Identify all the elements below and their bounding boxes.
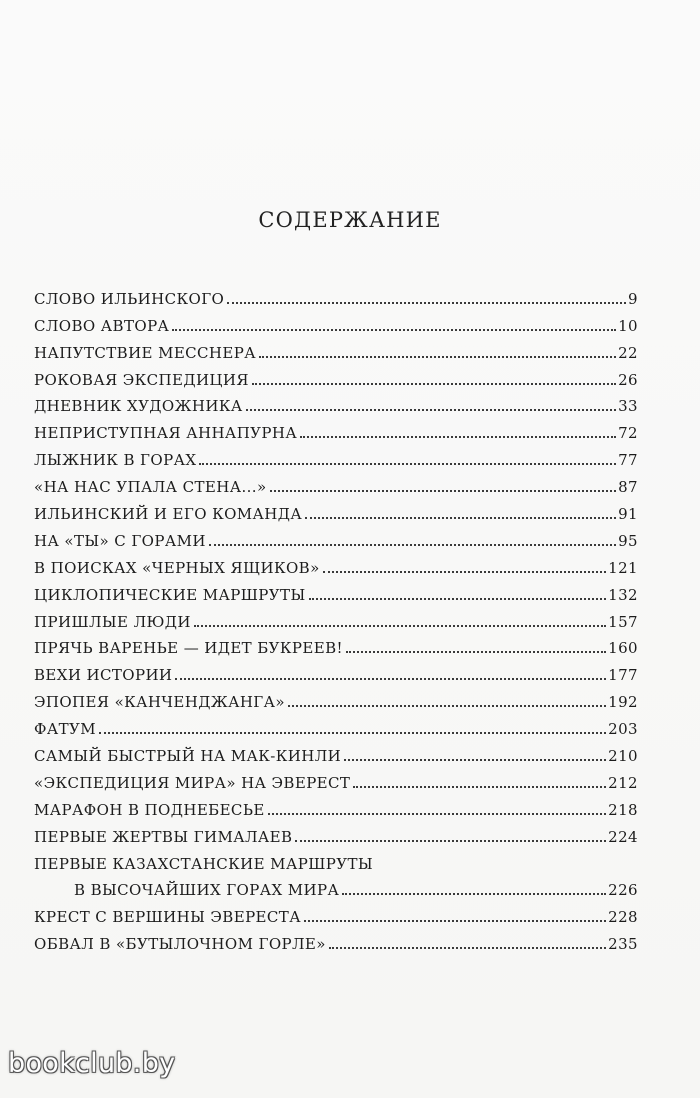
toc-entry bbox=[34, 388, 638, 415]
toc-entry-title: ЦИКЛОПИЧЕСКИЕ МАРШРУТЫ bbox=[34, 585, 306, 604]
toc-page-number: 228 bbox=[608, 908, 638, 927]
dot-leader bbox=[288, 705, 606, 707]
toc-entry-title: ВЕХИ ИСТОРИИ bbox=[34, 666, 173, 685]
toc-entry-title: ЭПОПЕЯ «КАНЧЕНДЖАНГА» bbox=[34, 693, 285, 712]
toc-entry-title: САМЫЙ БЫСТРЫЙ НА МАК-КИНЛИ bbox=[34, 747, 342, 766]
toc-entry bbox=[34, 603, 638, 630]
toc-entry bbox=[34, 414, 638, 441]
toc-entry bbox=[34, 334, 638, 361]
dot-leader bbox=[246, 409, 617, 411]
dot-leader bbox=[329, 947, 606, 949]
toc-entry-title: ОБВАЛ В «БУТЫЛОЧНОМ ГОРЛЕ» bbox=[34, 935, 326, 954]
toc-entry bbox=[34, 656, 638, 683]
toc-entry bbox=[34, 710, 638, 737]
toc-page-number: 72 bbox=[618, 424, 638, 443]
toc-entry-title: ПЕРВЫЕ ЖЕРТВЫ ГИМАЛАЕВ bbox=[34, 827, 293, 846]
toc-entry-title: СЛОВО ИЛЬИНСКОГО bbox=[34, 289, 225, 308]
dot-leader bbox=[175, 678, 606, 680]
toc-page-number: 212 bbox=[608, 773, 638, 792]
toc-entry bbox=[34, 280, 638, 307]
dot-leader bbox=[323, 571, 606, 573]
toc-page-number: 224 bbox=[608, 827, 638, 846]
toc-entry-title: КРЕСТ С ВЕРШИНЫ ЭВЕРЕСТА bbox=[34, 908, 301, 927]
toc-page-number: 9 bbox=[628, 289, 638, 308]
toc-page-number: 91 bbox=[618, 505, 638, 524]
dot-leader bbox=[353, 786, 606, 788]
toc-entry bbox=[34, 307, 638, 334]
dot-leader bbox=[346, 651, 606, 653]
dot-leader bbox=[268, 813, 606, 815]
dot-leader bbox=[199, 463, 616, 465]
dot-leader bbox=[227, 302, 626, 304]
toc-entry-title-continuation: В ВЫСОЧАЙШИХ ГОРАХ МИРА bbox=[74, 881, 340, 900]
watermark: bookclub.by bbox=[8, 1048, 176, 1079]
toc-entry bbox=[34, 495, 638, 522]
table-of-contents bbox=[34, 280, 638, 952]
toc-entry-title: ДНЕВНИК ХУДОЖНИКА bbox=[34, 397, 243, 416]
dot-leader bbox=[295, 840, 606, 842]
toc-entry-title: НЕПРИСТУПНАЯ АННАПУРНА bbox=[34, 424, 298, 443]
dot-leader bbox=[344, 759, 606, 761]
toc-page-number: 95 bbox=[618, 531, 638, 550]
toc-entry-title: В ПОИСКАХ «ЧЕРНЫХ ЯЩИКОВ» bbox=[34, 558, 320, 577]
toc-page-number: 210 bbox=[608, 747, 638, 766]
toc-page-number: 177 bbox=[608, 666, 638, 685]
toc-entry-title: ЛЫЖНИК В ГОРАХ bbox=[34, 451, 197, 470]
toc-entry bbox=[34, 737, 638, 764]
toc-page-number: 22 bbox=[618, 343, 638, 362]
dot-leader bbox=[252, 383, 616, 385]
toc-entry-title: ПЕРВЫЕ КАЗАХСТАНСКИЕ МАРШРУТЫ bbox=[34, 854, 374, 873]
dot-leader bbox=[194, 625, 606, 627]
toc-page-number: 157 bbox=[608, 612, 638, 631]
dot-leader bbox=[259, 356, 616, 358]
toc-entry-title: «ЭКСПЕДИЦИЯ МИРА» НА ЭВЕРЕСТ bbox=[34, 773, 351, 792]
toc-page-number: 87 bbox=[618, 478, 638, 497]
toc-page-number: 226 bbox=[608, 881, 638, 900]
toc-page-number: 160 bbox=[608, 639, 638, 658]
toc-entry-title: МАРАФОН В ПОДНЕБЕСЬЕ bbox=[34, 800, 265, 819]
toc-entry-title: НА «ТЫ» С ГОРАМИ bbox=[34, 531, 206, 550]
toc-entry bbox=[34, 925, 638, 952]
toc-entry bbox=[34, 791, 638, 818]
toc-page-number: 132 bbox=[608, 585, 638, 604]
dot-leader bbox=[342, 893, 606, 895]
dot-leader bbox=[209, 544, 616, 546]
toc-page-number: 33 bbox=[618, 397, 638, 416]
toc-entry bbox=[34, 630, 638, 657]
toc-entry bbox=[34, 764, 638, 791]
toc-entry-title: «НА НАС УПАЛА СТЕНА...» bbox=[34, 478, 267, 497]
toc-entry bbox=[34, 898, 638, 925]
toc-entry-title: ПРИШЛЫЕ ЛЮДИ bbox=[34, 612, 191, 631]
toc-page-number: 218 bbox=[608, 800, 638, 819]
toc-entry bbox=[34, 549, 638, 576]
dot-leader bbox=[99, 732, 606, 734]
toc-page-number: 26 bbox=[618, 370, 638, 389]
toc-page-number: 77 bbox=[618, 451, 638, 470]
toc-entry bbox=[34, 522, 638, 549]
toc-page-number: 192 bbox=[608, 693, 638, 712]
toc-entry bbox=[34, 441, 638, 468]
toc-entry-first-line bbox=[34, 845, 638, 872]
toc-page-number: 203 bbox=[608, 720, 638, 739]
toc-entry bbox=[34, 361, 638, 388]
toc-entry-title: ИЛЬИНСКИЙ И ЕГО КОМАНДА bbox=[34, 505, 303, 524]
dot-leader bbox=[270, 490, 617, 492]
toc-entry-continuation bbox=[34, 872, 638, 899]
toc-entry-title: РОКОВАЯ ЭКСПЕДИЦИЯ bbox=[34, 370, 249, 389]
toc-entry bbox=[34, 468, 638, 495]
toc-entry bbox=[34, 818, 638, 845]
toc-page-number: 235 bbox=[608, 935, 638, 954]
toc-entry bbox=[34, 576, 638, 603]
dot-leader bbox=[309, 598, 607, 600]
toc-page-number: 121 bbox=[608, 558, 638, 577]
toc-entry-title: НАПУТСТВИЕ МЕССНЕРА bbox=[34, 343, 257, 362]
dot-leader bbox=[305, 517, 616, 519]
toc-page-number: 10 bbox=[618, 316, 638, 335]
dot-leader bbox=[300, 436, 616, 438]
dot-leader bbox=[304, 920, 606, 922]
page-title: СОДЕРЖАНИЕ bbox=[258, 208, 442, 232]
dot-leader bbox=[172, 329, 616, 331]
toc-entry-title: ПРЯЧЬ ВАРЕНЬЕ — ИДЕТ БУКРЕЕВ! bbox=[34, 639, 343, 658]
toc-entry bbox=[34, 683, 638, 710]
toc-entry-title: СЛОВО АВТОРА bbox=[34, 316, 170, 335]
toc-entry-title: ФАТУМ bbox=[34, 720, 97, 739]
